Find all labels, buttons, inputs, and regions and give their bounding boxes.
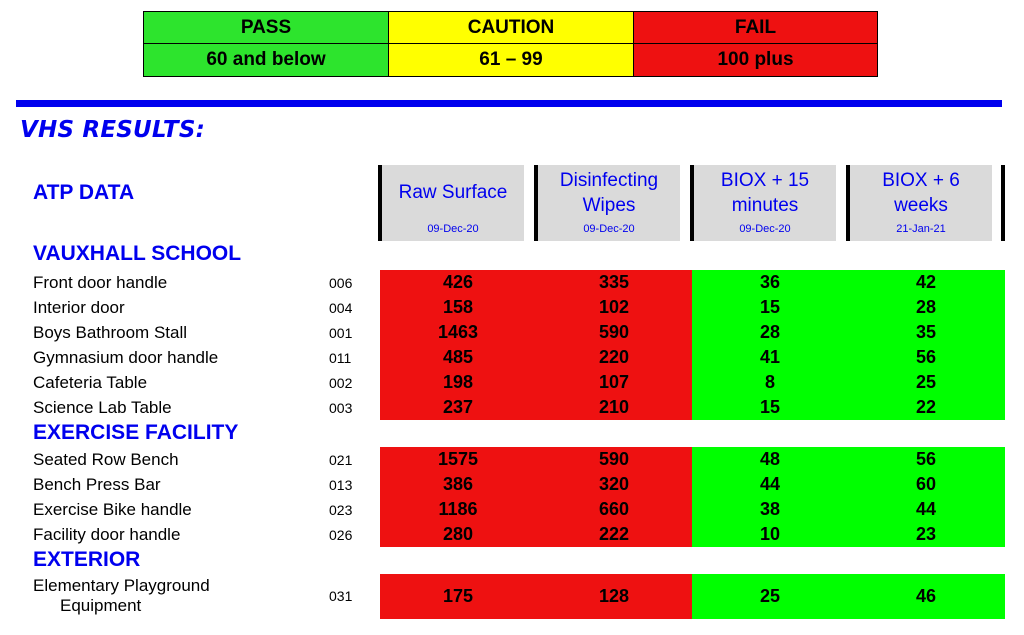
- column-title: BIOX + 15 minutes: [720, 170, 810, 216]
- value-cell: 28: [915, 297, 937, 317]
- value-cell: 222: [598, 524, 630, 544]
- value-cell: 23: [915, 524, 937, 544]
- legend-fail-range: 100 plus: [634, 44, 877, 76]
- row-label: Cafeteria Table: [33, 373, 148, 392]
- column-title: BIOX + 6 weeks: [882, 170, 960, 216]
- value-cell: 220: [598, 347, 630, 367]
- row-label-line: Equipment: [60, 596, 142, 615]
- row-label-line: Elementary Playground: [33, 576, 210, 595]
- row-label: Interior door: [33, 298, 125, 317]
- value-cell: 10: [759, 524, 781, 544]
- results-title: VHS RESULTS:: [20, 117, 205, 143]
- section-title-exercise-facility: EXERCISE FACILITY: [33, 421, 239, 444]
- row-code: 006: [329, 275, 353, 291]
- column-header-biox-6-weeks: [846, 165, 992, 241]
- value-cell: 36: [759, 272, 781, 292]
- row-label: Seated Row Bench: [33, 450, 179, 469]
- row-code: 003: [329, 400, 353, 416]
- header-end-bar: [1001, 165, 1005, 241]
- atp-data-title: ATP DATA: [33, 181, 135, 204]
- value-cell: 44: [759, 474, 781, 494]
- column-title: Disinfecting Wipes: [559, 170, 659, 216]
- row-code: 026: [329, 527, 353, 543]
- value-cell: 44: [915, 499, 937, 519]
- column-header-biox-15-minutes: [690, 165, 836, 241]
- value-cell: 25: [759, 586, 781, 606]
- value-cell: 46: [915, 586, 937, 606]
- column-header-raw-surface: [378, 165, 524, 241]
- row-label: Exercise Bike handle: [33, 500, 192, 519]
- row-code: 004: [329, 300, 353, 316]
- value-cell: 237: [442, 397, 474, 417]
- value-cell: 660: [598, 499, 630, 519]
- value-cell: 335: [598, 272, 630, 292]
- value-cell: 15: [759, 397, 781, 417]
- value-cell: 28: [759, 322, 781, 342]
- value-cell: 56: [915, 449, 937, 469]
- column-date: 09-Dec-20: [583, 223, 635, 235]
- row-code: 011: [329, 350, 352, 366]
- row-code: 002: [329, 375, 353, 391]
- legend-pass-range: 60 and below: [144, 44, 389, 76]
- column-date: 09-Dec-20: [427, 223, 479, 235]
- value-cell: 210: [598, 397, 630, 417]
- row-label: Front door handle: [33, 273, 168, 292]
- legend-pass-header: PASS: [144, 12, 389, 44]
- column-header-disinfecting-wipes: [534, 165, 680, 241]
- value-cell: 426: [442, 272, 474, 292]
- row-code: 001: [329, 325, 353, 341]
- column-title: Raw Surface: [398, 182, 508, 203]
- row-label: [33, 576, 210, 616]
- value-cell: 158: [442, 297, 474, 317]
- value-cell: 42: [915, 272, 937, 292]
- value-cell: 8: [764, 372, 775, 392]
- value-cell: 48: [759, 449, 781, 469]
- legend-fail-header: FAIL: [634, 12, 877, 44]
- value-cell: 128: [598, 586, 630, 606]
- row-label: Science Lab Table: [33, 398, 172, 417]
- value-cell: 1463: [437, 322, 479, 342]
- value-cell: 485: [442, 347, 474, 367]
- value-cell: 1575: [437, 449, 479, 469]
- section-title-vauxhall-school: VAUXHALL SCHOOL: [33, 242, 242, 265]
- row-code: 021: [329, 452, 353, 468]
- value-cell: 60: [915, 474, 937, 494]
- value-cell: 198: [442, 372, 474, 392]
- value-cell: 1186: [438, 499, 478, 519]
- value-cell: 35: [915, 322, 937, 342]
- value-cell: 22: [915, 397, 937, 417]
- column-date: 21-Jan-21: [896, 223, 946, 235]
- value-cell: 590: [598, 322, 630, 342]
- value-cell: 590: [598, 449, 630, 469]
- row-label: Bench Press Bar: [33, 475, 161, 494]
- value-cell: 280: [442, 524, 474, 544]
- column-date: 09-Dec-20: [739, 223, 791, 235]
- value-cell: 38: [759, 499, 781, 519]
- value-cell: 386: [442, 474, 474, 494]
- value-cell: 15: [759, 297, 781, 317]
- row-code: 013: [329, 477, 353, 493]
- value-cell: 41: [759, 347, 781, 367]
- row-label: Boys Bathroom Stall: [33, 323, 188, 342]
- legend-caution-range: 61 – 99: [389, 44, 634, 76]
- value-cell: 102: [598, 297, 630, 317]
- value-cell: 320: [598, 474, 630, 494]
- value-cell: 25: [915, 372, 937, 392]
- legend-caution-header: CAUTION: [389, 12, 634, 44]
- divider-rule: [16, 100, 1002, 107]
- row-code: 031: [329, 588, 353, 604]
- score-legend: [143, 11, 878, 77]
- value-cell: 107: [598, 372, 630, 392]
- row-label: Gymnasium door handle: [33, 348, 219, 367]
- value-cell: 56: [915, 347, 937, 367]
- section-title-exterior: EXTERIOR: [33, 548, 141, 571]
- row-code: 023: [329, 502, 353, 518]
- row-label: Facility door handle: [33, 525, 181, 544]
- value-cell: 175: [442, 586, 474, 606]
